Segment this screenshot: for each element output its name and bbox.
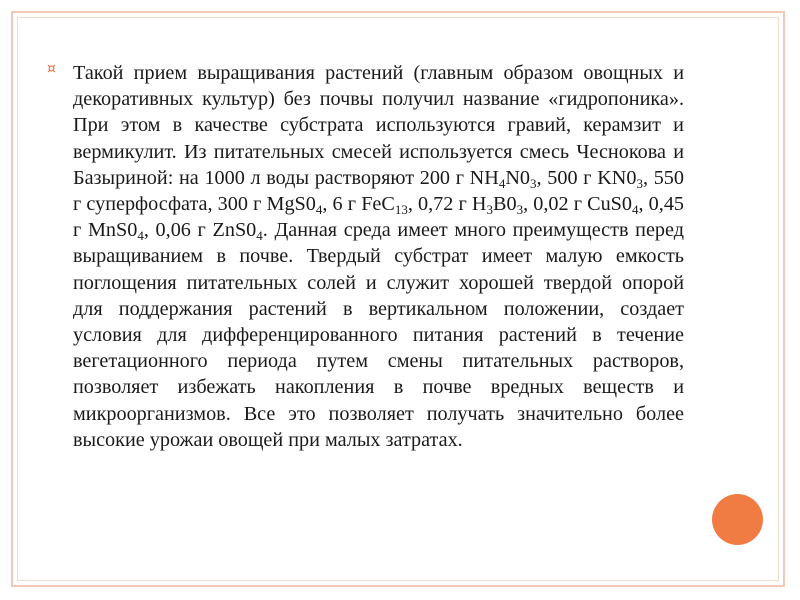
text-run: N0 <box>505 166 531 189</box>
text-run: , 0,02 г CuS0 <box>523 193 632 216</box>
bullet-icon: ¤ <box>47 61 56 77</box>
text-run: B0 <box>493 193 517 216</box>
subscript: 13 <box>394 202 408 218</box>
subscript: 4 <box>315 202 323 218</box>
text-run: . Данная среда имеет много преимуществ перед выращиванием в почве. Твердый субстрат имеет малую емкость поглощения питательных солей и служит хорошей твердой опорой для поддержания растений в вертикальном положении, создает условия для дифференцированного питания растений в течение вегетационного периода путем смены питательных растворов, позволяет избежать накопления в почве вредных веществ и микроорганизмов. Все это позволяет получать значительно более высокие урожаи овощей при малых затратах. <box>73 219 684 451</box>
subscript: 3 <box>636 175 643 191</box>
text-run: , 500 г KN0 <box>536 166 637 189</box>
subscript: 4 <box>256 228 263 244</box>
text-run: , 0,72 г H <box>407 193 487 216</box>
subscript: 4 <box>498 175 506 191</box>
text-run: , 0,45 г MnS0 <box>73 193 685 242</box>
subscript: 3 <box>530 175 537 191</box>
accent-circle <box>712 494 763 545</box>
body-paragraph <box>73 60 684 453</box>
text-run: Такой прием выращивания растений (главным образом овощных и декоративных культур) без почвы получил название «гидропоника». При этом в качестве субстрата используются гравий, керамзит и вермикулит. Из питательных смесей используется смесь Чеснокова и Базыриной: на 1000 л воды растворяют 200 г NH <box>73 62 684 189</box>
subscript: 3 <box>516 202 524 218</box>
text-run: , 550 г суперфосфата, 300 г MgS0 <box>73 166 684 216</box>
text-run: , 6 г FeC <box>322 193 395 216</box>
subscript: 3 <box>486 202 493 218</box>
text-run: , 0,06 г ZnS0 <box>143 219 257 242</box>
subscript: 4 <box>137 228 144 244</box>
subscript: 4 <box>632 202 639 218</box>
